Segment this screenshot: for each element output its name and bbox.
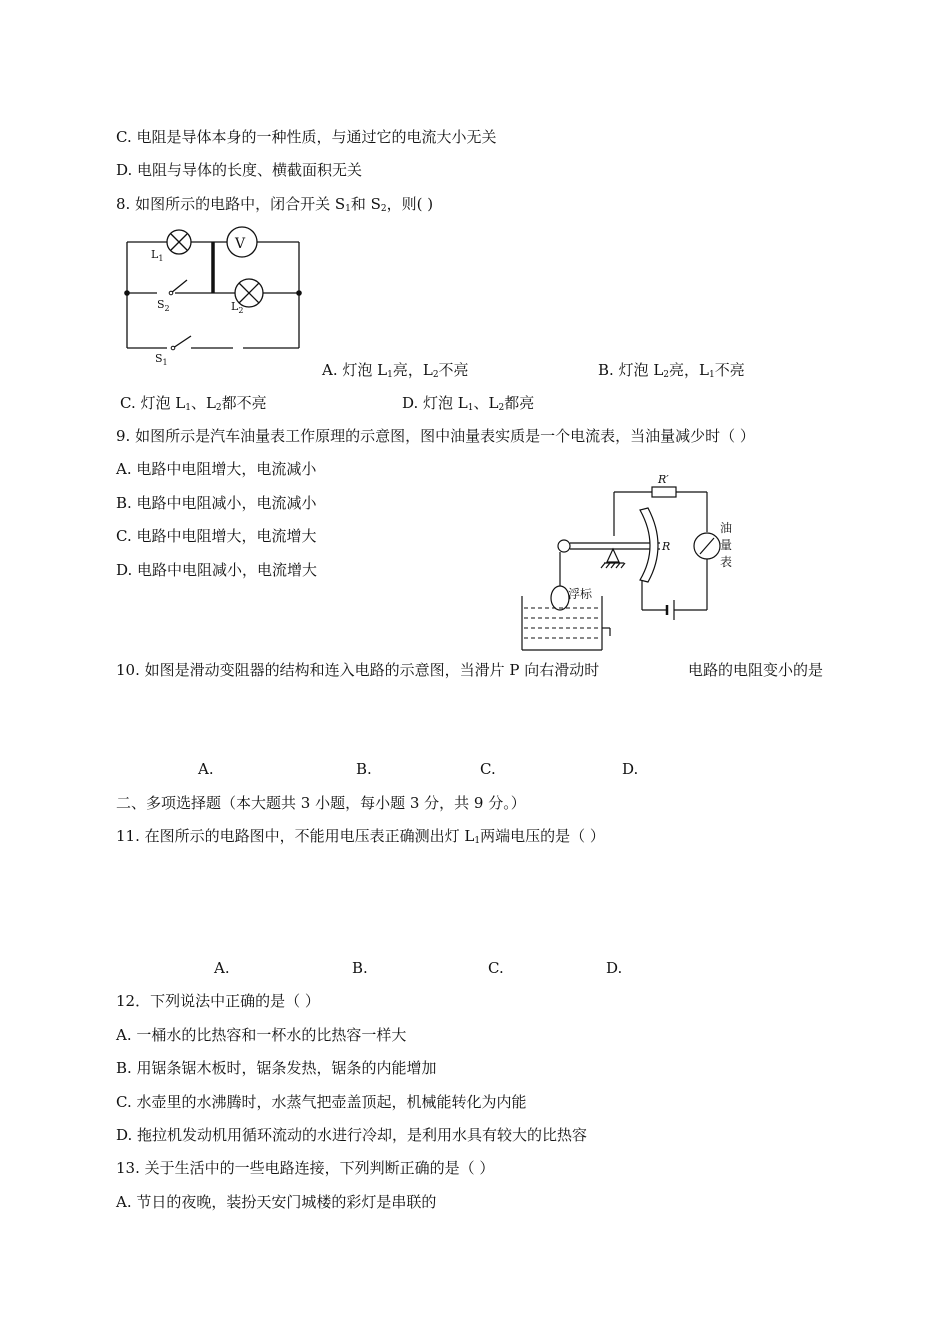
q8-option-d: D. 灯泡 $L_1$、$L_2$都亮 [402, 394, 535, 413]
q8-circuit-diagram [115, 220, 315, 370]
q11-option-b: B. [352, 959, 368, 977]
q9-option-b: B. 电路中电阻减小，电流减小 [116, 494, 317, 512]
q10-option-a: A. [198, 760, 214, 778]
svg-text:L2: $L_2$ [231, 300, 244, 315]
svg-text:R′: R′ [658, 473, 669, 486]
q12-option-b: B. 用锯条锯木板时，锯条发热，锯条的内能增加 [116, 1059, 437, 1077]
q13-stem: 13. 关于生活中的一些电路连接，下列判断正确的是（ ） [116, 1159, 495, 1177]
svg-text:表: 表 [720, 555, 733, 569]
q8-option-b: B. 灯泡 $L_2$亮，$L_1$不亮 [598, 361, 745, 380]
svg-text:L1: $L_1$ [151, 248, 164, 263]
svg-text:油: 油 [720, 521, 733, 535]
q9-option-a: A. 电路中电阻增大，电流减小 [116, 460, 317, 478]
q11-option-c: C. [488, 959, 504, 977]
q12-option-a: A. 一桶水的比热容和一杯水的比热容一样大 [116, 1026, 407, 1044]
voltmeter-label: V [235, 236, 246, 252]
svg-text:量: 量 [720, 538, 733, 552]
q12-option-d: D. 拖拉机发动机用循环流动的水进行冷却，是利用水具有较大的比热容 [116, 1126, 588, 1144]
q11-option-a: A. [214, 959, 230, 977]
q7-option-c: C. 电阻是导体本身的一种性质，与通过它的电流大小无关 [116, 128, 497, 146]
q9-fuel-gauge-diagram [510, 466, 770, 666]
q10-stem-a: 10. 如图是滑动变阻器的结构和连入电路的示意图，当滑片 P 向右滑动时 [116, 661, 600, 679]
q10-option-c: C. [480, 760, 496, 778]
q12-option-c: C. 水壶里的水沸腾时，水蒸气把壶盖顶起，机械能转化为内能 [116, 1093, 527, 1111]
svg-text:S2: $S_2$ [157, 298, 170, 313]
q12-stem: 12．下列说法中正确的是（ ） [116, 992, 320, 1010]
q9-option-d: D. 电路中电阻减小，电流增大 [116, 561, 318, 579]
q8-option-c: C. 灯泡 $L_1$、$L_2$都不亮 [120, 394, 267, 413]
q9-stem: 9. 如图所示是汽车油量表工作原理的示意图，图中油量表实质是一个电流表，当油量减少时（ ） [116, 427, 755, 445]
q13-option-a: A. 节日的夜晚，装扮天安门城楼的彩灯是串联的 [116, 1193, 437, 1211]
q10-stem-b: 电路的电阻变小的是 [688, 661, 824, 679]
svg-text:浮标: 浮标 [568, 587, 593, 601]
q10-option-b: B. [356, 760, 372, 778]
q9-option-c: C. 电路中电阻增大，电流增大 [116, 527, 317, 545]
q11-option-d: D. [606, 959, 623, 977]
svg-text:R: R [662, 540, 671, 553]
svg-text:S1: $S_1$ [155, 352, 168, 367]
section-heading: 二、多项选择题（本大题共 3 小题，每小题 3 分，共 9 分。） [116, 794, 526, 812]
q7-option-d: D. 电阻与导体的长度、横截面积无关 [116, 161, 363, 179]
q10-option-d: D. [622, 760, 639, 778]
q11-stem: 11. 在图所示的电路图中，不能用电压表正确测出灯 $L_1$两端电压的是（ ） [116, 827, 605, 846]
q8-stem: 8. 如图所示的电路中，闭合开关 $S_1$和 $S_2$，则( ) [116, 195, 434, 214]
q8-option-a: A. 灯泡 $L_1$亮，$L_2$不亮 [322, 361, 469, 380]
